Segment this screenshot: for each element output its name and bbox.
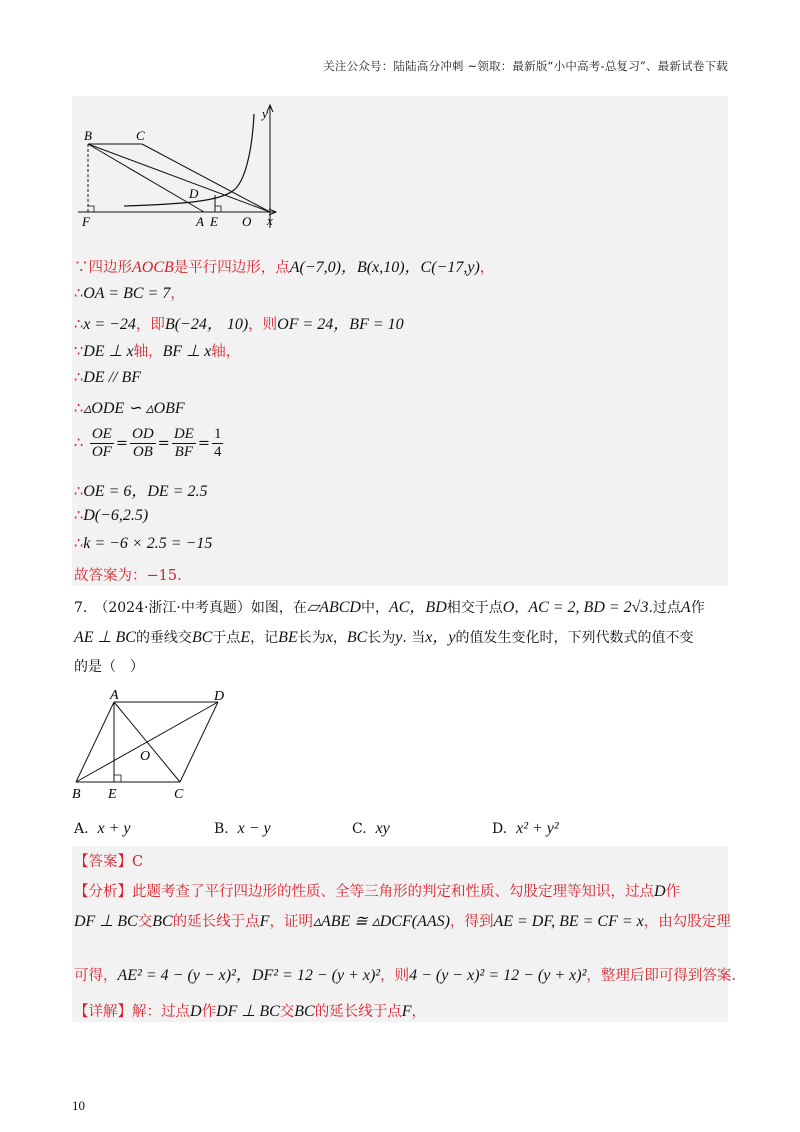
label-B2: B — [72, 787, 81, 802]
choice-c[interactable]: C. xy — [352, 820, 390, 837]
choice-d[interactable]: D. x² + y² — [492, 820, 559, 837]
choice-b[interactable]: B. x − y — [214, 820, 271, 837]
solution-line-2: ∴OA = BC = 7， — [74, 285, 185, 302]
label-E2: E — [108, 787, 117, 802]
answer-line: 【答案】C — [74, 854, 144, 870]
solution-line-9: ∴D(−6,2.5) — [74, 507, 149, 524]
analysis-line-1: 【分析】此题考查了平行四边形的性质、全等三角形的判定和性质、勾股定理等知识，过点D作 — [74, 883, 681, 900]
solution-line-6: ∴▵ODE ∽ ▵OBF — [74, 400, 185, 417]
question-7-line-3: 的是（ ） — [74, 659, 144, 675]
label-A: A — [196, 214, 204, 229]
label-F: F — [82, 214, 90, 229]
page-header: 关注公众号：陆陆高分冲刺 ~领取：最新版“小中高考-总复习”、最新试卷下载 — [323, 59, 728, 73]
analysis-line-2: DF ⊥ BC交BC的延长线于点F，证明▵ABE ≅ ▵DCF(AAS)，得到AE = DF, BE = CF = x，由勾股定理 — [74, 913, 731, 930]
figure-parallelogram-abcd — [68, 686, 238, 804]
solution-conclusion: 故答案为：−15. — [74, 568, 182, 584]
label-B: B — [84, 128, 92, 143]
label-D: D — [189, 186, 199, 201]
solution-line-5: ∴DE // BF — [74, 369, 141, 386]
analysis-line-3: 可得，AE² = 4 − (y − x)²，DF² = 12 − (y + x)²，则4 − (y − x)² = 12 − (y + x)²，整理后即可得到答案. — [74, 967, 736, 984]
label-y: y — [262, 106, 268, 121]
solution-line-4: ∵DE ⊥ x轴，BF ⊥ x轴， — [74, 343, 241, 360]
label-D2: D — [214, 689, 225, 704]
answer-background — [72, 846, 728, 1022]
question-7-line-1: 7. （2024·浙江·中考真题）如图，在▱ABCD中，AC，BD相交于点O，AC = 2, BD = 2√3.过点A作 — [74, 599, 705, 616]
figure-hyperbola-parallelogram — [72, 100, 292, 232]
choice-a[interactable]: A. x + y — [74, 820, 131, 837]
solution-line-7: ∴ $\frac{OE}{OF}$ = $\frac{OD}{OB}$ = $\frac{DE}{BF}$ = $\frac{1}{4}$ — [74, 426, 222, 460]
solution-line-3: ∴x = −24，即B(−24， 10)，则OF = 24，BF = 10 — [74, 316, 404, 333]
question-7-line-2: AE ⊥ BC的垂线交BC于点E，记BE长为x，BC长为y. 当x，y的值发生变化时，下列代数式的值不变 — [74, 629, 694, 646]
page-number: 10 — [72, 1098, 85, 1113]
label-x: x — [267, 213, 273, 228]
label-C2: C — [174, 787, 184, 802]
detail-line: 【详解】解：过点D作DF ⊥ BC交BC的延长线于点F， — [74, 1003, 427, 1020]
solution-line-8: ∴OE = 6，DE = 2.5 — [74, 483, 208, 500]
label-O2: O — [140, 749, 151, 764]
solution-line-10: ∴k = −6 × 2.5 = −15 — [74, 535, 213, 552]
solution-line-1: ∵四边形AOCB是平行四边形，点A(−7,0)，B(x,10)，C(−17,y)， — [74, 259, 495, 276]
label-E: E — [210, 214, 218, 229]
label-C: C — [136, 128, 145, 143]
label-O: O — [242, 214, 252, 229]
label-A2: A — [110, 688, 119, 703]
